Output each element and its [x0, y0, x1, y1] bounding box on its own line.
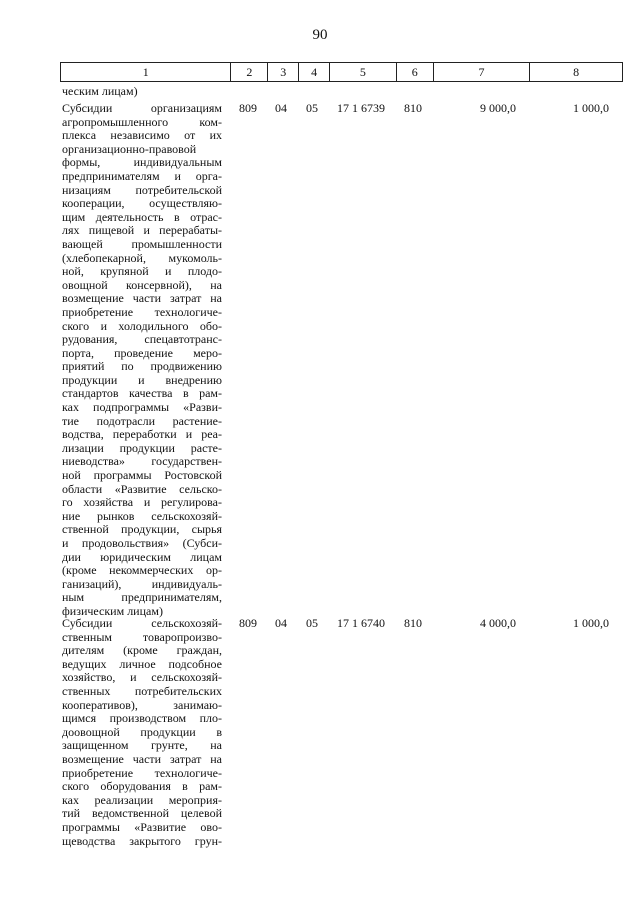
description-line: формы, индивидуальным [62, 155, 222, 170]
description-line: (хлебопекарной, мукомоль- [62, 250, 222, 265]
description-line: ственным товаропроизво- [62, 629, 222, 644]
description-line: доовощной продукции в [62, 724, 222, 739]
cell-c6: 810 [404, 101, 422, 115]
cell-c2: 809 [239, 616, 257, 630]
header-col-6: 6 [397, 63, 434, 81]
description-line: предпринимателям и орга- [62, 168, 222, 183]
description-line: ственной продукции, сырья [62, 522, 222, 537]
entry-description [62, 102, 222, 619]
description-line: приятий по продвижению [62, 359, 222, 374]
description-line: приобретение технологиче- [62, 765, 222, 780]
description-line: кооперации, осуществляю- [62, 196, 222, 211]
description-line: ганизаций), индивидуаль- [62, 576, 222, 591]
description-line: вающей промышленности [62, 236, 222, 251]
description-line: ках реализации мероприя- [62, 792, 222, 807]
description-line: программы «Развитие ово- [62, 819, 222, 834]
description-line: дителям (кроме граждан, [62, 643, 222, 658]
description-line: ной программы Ростовской [62, 468, 222, 483]
header-col-3: 3 [268, 63, 299, 81]
header-col-8: 8 [573, 64, 580, 79]
cell-c8: 1 000,0 [573, 101, 609, 115]
description-line: физическим лицам) [62, 603, 163, 618]
description-line: го хозяйства и регулирова- [62, 495, 222, 510]
description-line: рудования, спецавтотранс- [62, 332, 222, 347]
description-line: продукции и внедрению [62, 372, 222, 387]
description-line: щеводства закрытого грун- [62, 833, 222, 848]
description-line: ниеводства» государствен- [62, 454, 222, 469]
description-line: защищенном грунте, на [62, 738, 222, 753]
description-line: порта, проведение меро- [62, 345, 222, 360]
description-line: ной, крупяной и плодо- [62, 264, 222, 279]
continuation-text: ческим лицам) [62, 84, 138, 98]
description-line: Субсидии организациям [62, 101, 222, 115]
description-line: лях пищевой и перерабаты- [62, 223, 222, 238]
description-line: ского и холодильного обо- [62, 318, 222, 333]
table-header-row [60, 62, 623, 82]
description-line: ского оборудования в рам- [62, 779, 222, 794]
description-line: овощной консервной), на [62, 277, 222, 292]
header-col-7: 7 [434, 63, 531, 81]
cell-c6: 810 [404, 616, 422, 630]
description-line: Субсидии сельскохозяй- [62, 616, 222, 630]
description-line: ведущих личное подсобное [62, 656, 222, 671]
description-line: ние рынков сельскохозяй- [62, 508, 222, 523]
description-line: (кроме некоммерческих ор- [62, 563, 222, 578]
header-col-4: 4 [299, 63, 330, 81]
description-line: организационно-правовой [62, 141, 197, 156]
cell-c7: 4 000,0 [480, 616, 516, 630]
description-line: щимся производством пло- [62, 711, 222, 726]
description-line: водства, переработки и реа- [62, 427, 222, 442]
cell-c3: 04 [275, 101, 287, 115]
description-line: щим деятельность в отрас- [62, 209, 222, 224]
description-line: агропромышленного ком- [62, 114, 222, 129]
page-number: 90 [312, 27, 328, 43]
entry-description [62, 617, 222, 848]
description-line: и продовольствия» (Субси- [62, 536, 222, 550]
cell-c8: 1 000,0 [573, 616, 609, 630]
cell-c3: 04 [275, 616, 287, 630]
cell-c4: 05 [306, 101, 318, 115]
description-line: области «Развитие сельско- [62, 481, 222, 496]
description-line: ках подпрограммы «Разви- [62, 400, 222, 415]
description-line: тие подотрасли растение- [62, 413, 222, 428]
description-line: дии юридическим лицам [62, 549, 222, 564]
cell-c4: 05 [306, 616, 318, 630]
description-line: возмещение части затрат на [62, 291, 222, 306]
header-col-2: 2 [231, 63, 268, 81]
description-line: возмещение части затрат на [62, 751, 222, 766]
header-col-5: 5 [330, 63, 397, 81]
header-col-1: 1 [61, 63, 231, 81]
description-line: низациям потребительской [62, 182, 222, 197]
description-line: приобретение технологиче- [62, 304, 222, 319]
description-line: хозяйство, и сельскохозяй- [62, 670, 222, 685]
description-line: кооперативов), занимаю- [62, 697, 222, 712]
cell-c5: 17 1 6740 [337, 616, 385, 630]
description-line: ственных потребительских [62, 683, 222, 698]
description-line: плекса независимо от их [62, 128, 222, 143]
cell-c7: 9 000,0 [480, 101, 516, 115]
description-line: тий ведомственной целевой [62, 806, 222, 821]
description-line: стандартов качества в рам- [62, 386, 222, 401]
description-line: лизации продукции расте- [62, 440, 222, 455]
description-line: ным предпринимателям, [62, 590, 222, 605]
cell-c2: 809 [239, 101, 257, 115]
cell-c5: 17 1 6739 [337, 101, 385, 115]
